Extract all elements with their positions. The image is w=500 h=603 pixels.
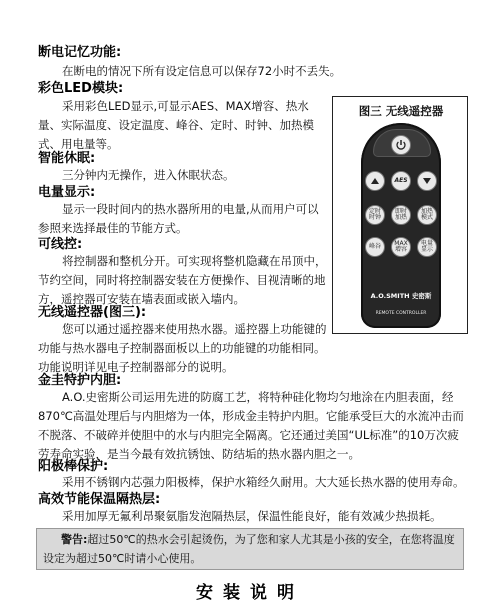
power-icon <box>395 139 407 151</box>
section-heading-power-memory: 断电记忆功能: <box>38 45 122 60</box>
section-heading-tank: 金圭特护内胆: <box>38 373 122 388</box>
power-button[interactable] <box>391 135 411 155</box>
temp-down-button[interactable] <box>417 171 437 191</box>
peak-valley-button[interactable]: 峰谷 <box>365 237 385 257</box>
section-body-power-display: 显示一段时间内的热水器所用的电量,从而用户可以参照来选择最佳的节能方式。 <box>38 202 319 235</box>
max-capacity-button[interactable]: MAX 增容 <box>391 237 411 257</box>
section-body-insulation: 采用加厚无氟利昂聚氨脂发泡隔热层，保温性能良好，能有效减少热损耗。 <box>62 509 442 523</box>
timer-clock-button[interactable]: 定时 时钟 <box>365 205 385 225</box>
section-body-remote: 您可以通过遥控器来使用热水器。遥控器上功能键的功能与热水器电子控制器面板以上的功能键的功能相同。功能说明详见电子控制器部分的说明。 <box>38 322 327 374</box>
aes-button[interactable]: AES <box>391 171 411 191</box>
brand-logo: A.O.SMITH 史密斯 <box>370 292 432 300</box>
warning-label: 警告: <box>61 533 88 546</box>
temp-up-button[interactable] <box>365 171 385 191</box>
section-heading-sleep: 智能休眠: <box>38 151 96 166</box>
section-body-tank: A.O.史密斯公司运用先进的防腐工艺，将特种硅化物均匀地涂在内胆表面，经870℃高温处理后与内胆熔为一体，形成金圭特护内胆。它能承受巨大的水流冲击而不脱落、不破碎并使胆中的水与内胆完全隔离。它还通过美国“UL标准”的10万次疲劳寿命实验，是当今最有效抗锈蚀、防结垢的热水器内胆之一。 <box>38 390 464 461</box>
figure-title: 图三 无线遥控器 <box>358 104 444 118</box>
remote-controller-figure <box>332 96 468 334</box>
section-body-anode: 采用不锈钢内芯强力阳极棒，保护水箱经久耐用。大大延长热水器的使用寿命。 <box>62 475 465 489</box>
remote-body <box>361 123 441 328</box>
section-body-led: 采用彩色LED显示,可显示AES、MAX增容、热水量、实际温度、设定温度、峰谷、定时、时钟、加热模式、用电量等。 <box>38 99 314 151</box>
section-heading-insulation: 高效节能保温隔热层: <box>38 492 161 507</box>
section-heading-remote: 无线遥控器(图三): <box>38 305 147 320</box>
section-body-wired: 将控制器和整机分开。可实现将整机隐藏在吊顶中，节约空间，同时将控制器安装在方便操作、目视清晰的地方，遥控器可安装在墙表面或嵌入墙内。 <box>38 254 327 306</box>
section-heading-led: 彩色LED模块: <box>38 81 124 96</box>
heat-mode-button[interactable]: 加热 模式 <box>417 205 437 225</box>
triangle-down-icon <box>422 176 432 186</box>
section-heading-anode: 阳极棒保护: <box>38 459 109 474</box>
section-heading-wired: 可线控: <box>38 237 83 252</box>
section-body-sleep: 三分钟内无操作，进入休眠状态。 <box>62 168 235 182</box>
warning-box <box>36 528 464 570</box>
install-instructions-title: 安装说明 <box>196 583 304 603</box>
triangle-up-icon <box>370 176 380 186</box>
section-heading-power-display: 电量显示: <box>38 185 96 200</box>
instant-heat-button[interactable]: 即时 加热 <box>391 205 411 225</box>
remote-caption: REMOTE CONTROLLER <box>375 311 427 316</box>
section-body-power-memory: 在断电的情况下所有设定信息可以保存72小时不丢失。 <box>62 64 342 78</box>
warning-text: 超过50℃的热水会引起烫伤，为了您和家人尤其是小孩的安全，在您将温度设定为超过50℃时请小心使用。 <box>43 533 455 565</box>
power-display-button[interactable]: 电量 显示 <box>417 237 437 257</box>
